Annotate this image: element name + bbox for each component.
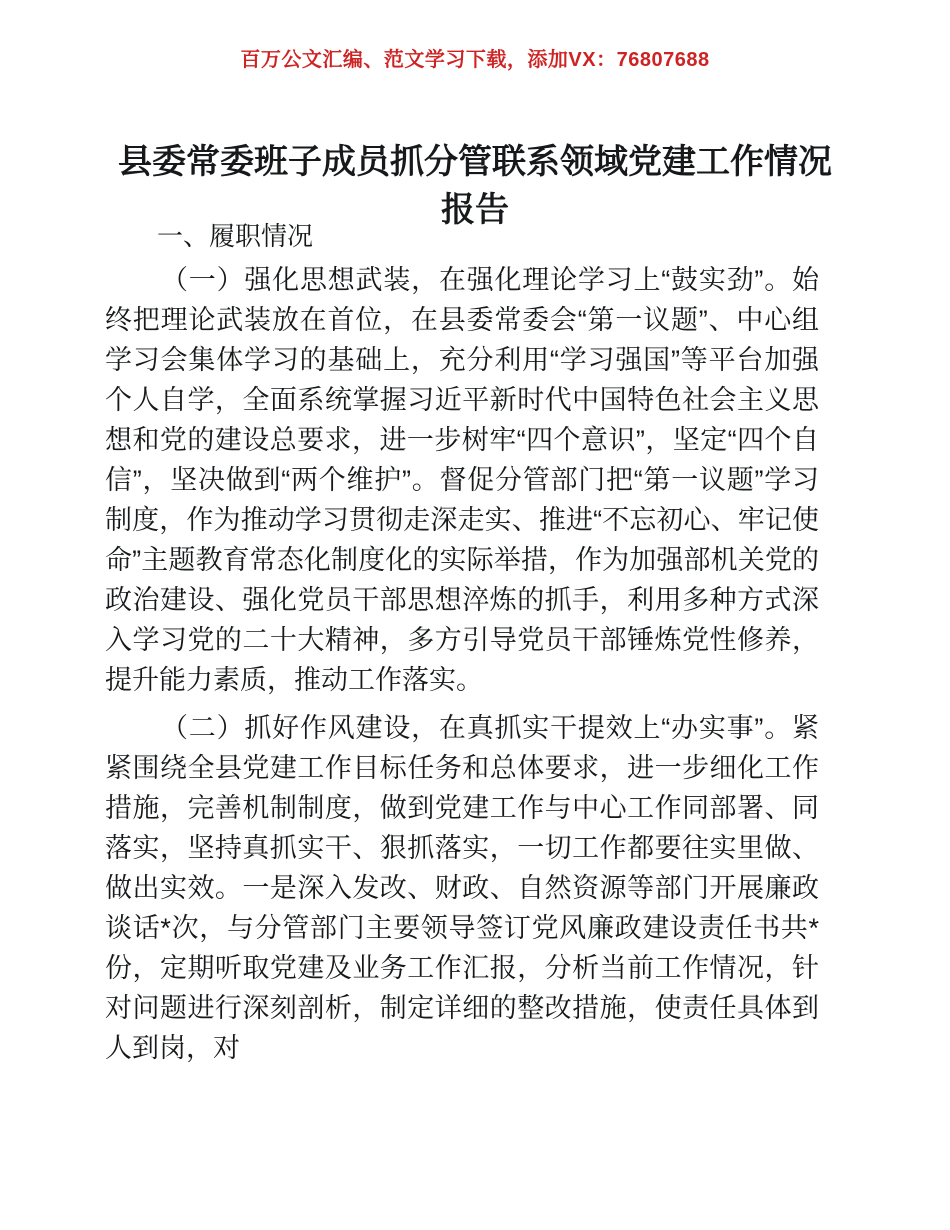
- document-body: [105, 214, 819, 1068]
- paragraph-2: （二）抓好作风建设，在真抓实干提效上“办实事”。紧紧围绕全县党建工作目标任务和总体要求，进一步细化工作措施，完善机制制度，做到党建工作与中心工作同部署、同落实，坚持真抓实干、狠抓落实，一切工作都要往实里做、做出实效。一是深入发改、财政、自然资源等部门开展廉政谈话*次，与分管部门主要领导签订党风廉政建设责任书共*份，定期听取党建及业务工作汇报，分析当前工作情况，针对问题进行深刻剖析，制定详细的整改措施，使责任具体到人到岗，对: [105, 713, 819, 1063]
- paragraph-1: （一）强化思想武装，在强化理论学习上“鼓实劲”。始终把理论武装放在首位，在县委常委会“第一议题”、中心组学习会集体学习的基础上，充分利用“学习强国”等平台加强个人自学，全面系统掌握习近平新时代中国特色社会主义思想和党的建设总要求，进一步树牢“四个意识”，坚定“四个自信”，坚决做到“两个维护”。督促分管部门把“第一议题”学习制度，作为推动学习贯彻走深走实、推进“不忘初心、牢记使命”主题教育常态化制度化的实际举措，作为加强部机关党的政治建设、强化党员干部思想淬炼的抓手，利用多种方式深入学习党的二十大精神，多方引导党员干部锤炼党性修养，提升能力素质，推动工作落实。: [105, 265, 819, 695]
- section-heading-1: 一、履职情况: [157, 221, 314, 251]
- promo-banner-text: 百万公文汇编、范文学习下载，添加VX：76807688: [240, 49, 710, 71]
- page-title: 县委常委班子成员抓分管联系领域党建工作情况报告: [118, 142, 832, 229]
